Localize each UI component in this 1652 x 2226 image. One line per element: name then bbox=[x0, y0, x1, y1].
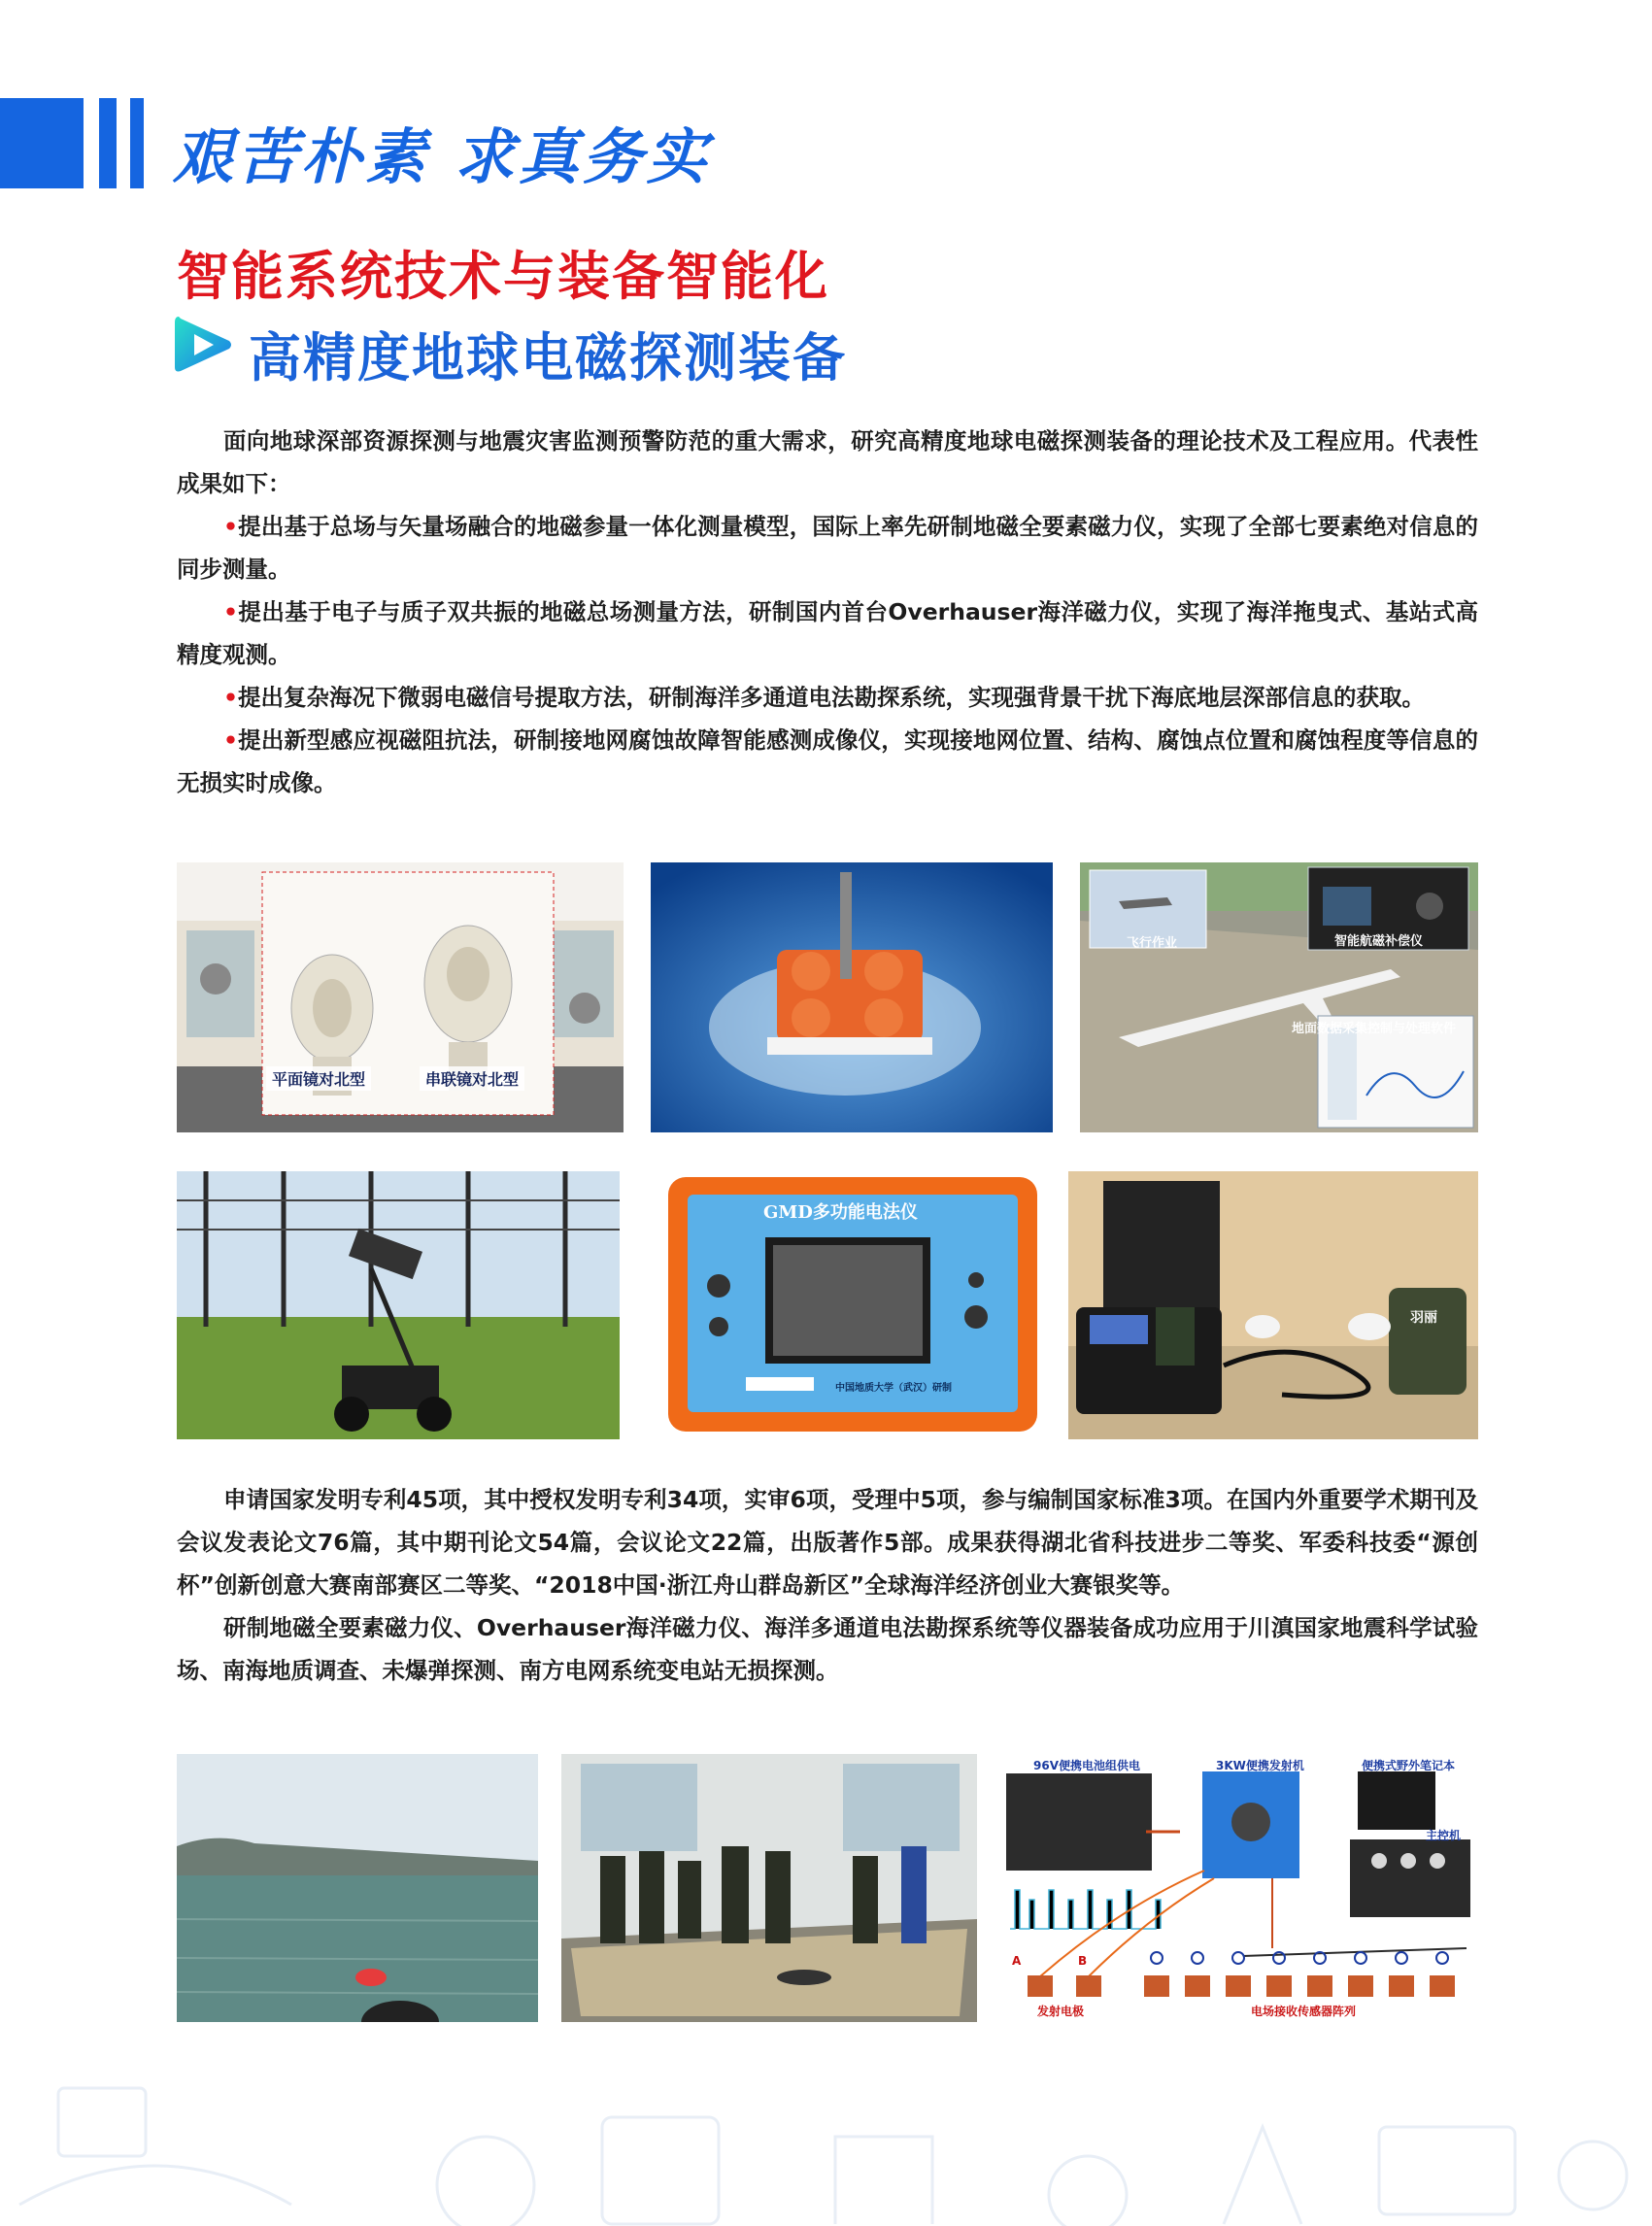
magnetometer-photo bbox=[177, 862, 624, 1132]
achievements-paragraph: 申请国家发明专利45项，其中授权发明专利34项，实审6项，受理中5项，参与编制国家标准3项。在国内外重要学术期刊及会议发表论文76篇，其中期刊论文54篇，会议论文22篇，出版著作5部。成果获得湖北省科技进步二等奖、军委科技委“源创杯”创新创意大赛南部赛区二等奖、“2018中国·浙江舟山群岛新区”全球海洋经济创业大赛银奖等。 bbox=[177, 1486, 1478, 1599]
bullet-mark: • bbox=[223, 598, 239, 625]
diagram-label: 主控机 bbox=[1426, 1829, 1462, 1842]
category-title: 智能系统技术与装备智能化 bbox=[177, 246, 829, 307]
bullet-item: •提出基于总场与矢量场融合的地磁参量一体化测量模型，国际上率先研制地磁全要素磁力仪，实现了全部七要素绝对信息的同步测量。 bbox=[177, 513, 1478, 583]
diagram-label: B bbox=[1078, 1954, 1088, 1968]
motto: 艰苦朴素 求真务实 bbox=[173, 121, 711, 192]
topic-title: 高精度地球电磁探测装备 bbox=[249, 327, 847, 388]
bullet-mark: • bbox=[223, 726, 239, 754]
bag-label: 羽丽 bbox=[1410, 1310, 1437, 1326]
bullet-mark: • bbox=[223, 513, 239, 540]
instrument-kit-photo bbox=[1068, 1171, 1478, 1439]
header-stripe bbox=[99, 98, 117, 188]
photo-caption: 飞行作业 bbox=[1127, 936, 1178, 951]
play-icon bbox=[173, 313, 233, 377]
diagram-label: 3KW便携发射机 bbox=[1216, 1759, 1304, 1772]
bullet-mark: • bbox=[223, 684, 239, 711]
bullet-item: •提出复杂海况下微弱电磁信号提取方法，研制海洋多通道电法勘探系统，实现强背景干扰下海底地层深部信息的获取。 bbox=[223, 684, 1426, 711]
diagram-label: 便携式野外笔记本 bbox=[1362, 1759, 1456, 1772]
device-maker: 中国地质大学（武汉）研制 bbox=[835, 1383, 952, 1394]
photo-caption: 智能航磁补偿仪 bbox=[1334, 934, 1424, 949]
demonstration-photo bbox=[561, 1754, 977, 2022]
bullet-item: •提出新型感应视磁阻抗法，研制接地网腐蚀故障智能感测成像仪，实现接地网位置、结构、腐蚀点位置和腐蚀程度等信息的无损实时成像。 bbox=[177, 726, 1478, 796]
diagram-label: 96V便携电池组供电 bbox=[1033, 1759, 1140, 1772]
header-stripe-thin bbox=[130, 98, 144, 188]
diagram-label: 发射电极 bbox=[1037, 2005, 1085, 2018]
substation-photo bbox=[177, 1171, 620, 1439]
achievements-text bbox=[177, 1478, 1478, 1692]
drone-magnetic-photo bbox=[1080, 862, 1478, 1132]
system-diagram bbox=[1000, 1754, 1478, 2022]
device-title: GMD多功能电法仪 bbox=[763, 1202, 918, 1223]
diagram-label: A bbox=[1012, 1954, 1022, 1968]
photo-caption: 平面镜对北型 bbox=[266, 1066, 371, 1091]
intro-paragraph: 面向地球深部资源探测与地震灾害监测预警防范的重大需求，研究高精度地球电磁探测装备的理论技术及工程应用。代表性成果如下： bbox=[177, 427, 1478, 497]
intro-text bbox=[177, 420, 1478, 804]
header-block bbox=[0, 98, 84, 188]
photo-caption: 地面数据采集控制与处理软件 bbox=[1292, 1022, 1457, 1036]
electric-method-device-photo bbox=[651, 1171, 1053, 1439]
diagram-label: 电场接收传感器阵列 bbox=[1251, 2005, 1357, 2018]
applications-paragraph: 研制地磁全要素磁力仪、Overhauser海洋磁力仪、海洋多通道电法勘探系统等仪器装备成功应用于川滇国家地震科学试验场、南海地质调查、未爆弹探测、南方电网系统变电站无损探测。 bbox=[177, 1614, 1478, 1684]
lake-photo bbox=[177, 1754, 538, 2022]
ocean-magnetometer-photo bbox=[651, 862, 1053, 1132]
photo-caption: 串联镜对北型 bbox=[420, 1066, 524, 1091]
bullet-item: •提出基于电子与质子双共振的地磁总场测量方法，研制国内首台Overhauser海洋磁力仪，实现了海洋拖曳式、基站式高精度观测。 bbox=[177, 598, 1478, 668]
